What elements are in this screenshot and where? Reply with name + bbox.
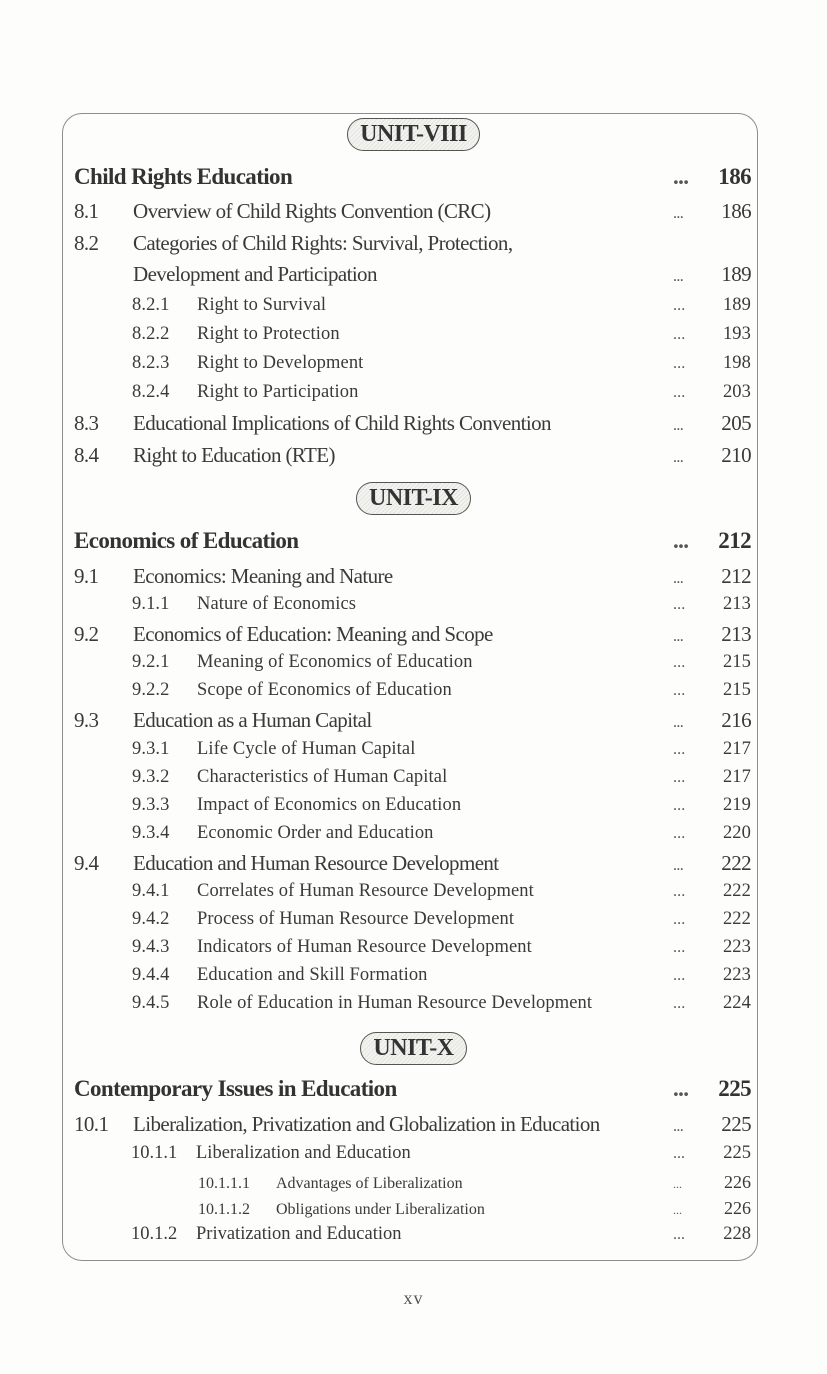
toc-entry[interactable] bbox=[74, 231, 751, 259]
toc-subentry[interactable] bbox=[74, 295, 751, 323]
leader-dots: ... bbox=[673, 1076, 689, 1101]
section-title: Overview of Child Rights Convention (CRC) bbox=[133, 199, 491, 223]
leader-dots: ... bbox=[673, 355, 686, 372]
leader-dots: ... bbox=[673, 1203, 682, 1217]
page-number: 186 bbox=[721, 199, 751, 223]
page-number: 189 bbox=[721, 262, 751, 286]
page-number: 222 bbox=[721, 851, 751, 875]
subsection-number: 8.2.2 bbox=[132, 324, 170, 344]
subsubsection-number: 10.1.1.1 bbox=[198, 1175, 250, 1192]
subsection-number: 9.4.2 bbox=[132, 909, 170, 929]
section-title: Right to Education (RTE) bbox=[133, 443, 335, 467]
toc-entry[interactable] bbox=[74, 443, 751, 471]
subsection-title: Liberalization and Education bbox=[196, 1143, 411, 1163]
toc-subentry[interactable] bbox=[74, 353, 751, 381]
section-title: Development and Participation bbox=[133, 262, 377, 286]
toc-entry-continuation[interactable] bbox=[74, 262, 751, 290]
leader-dots: ... bbox=[673, 570, 684, 587]
subsection-number: 9.3.2 bbox=[132, 767, 170, 787]
page-number: 198 bbox=[722, 353, 751, 373]
subsection-number: 9.3.4 bbox=[132, 823, 170, 843]
leader-dots: ... bbox=[673, 857, 684, 874]
leader-dots: ... bbox=[673, 995, 686, 1012]
subsection-title: Impact of Economics on Education bbox=[197, 795, 462, 815]
subsection-number: 9.3.3 bbox=[132, 795, 170, 815]
unit-badge-wrap bbox=[0, 118, 827, 151]
subsection-number: 9.2.1 bbox=[132, 652, 170, 672]
toc-entry[interactable] bbox=[74, 851, 751, 879]
toc-subentry[interactable] bbox=[74, 1143, 751, 1171]
subsection-number: 9.4.1 bbox=[132, 881, 170, 901]
page-number: 225 bbox=[721, 1112, 751, 1136]
leader-dots: ... bbox=[673, 528, 689, 553]
toc-subentry[interactable] bbox=[74, 324, 751, 352]
leader-dots: ... bbox=[673, 628, 684, 645]
subsubsection-title: Obligations under Liberalization bbox=[276, 1201, 485, 1218]
subsection-title: Life Cycle of Human Capital bbox=[197, 739, 416, 759]
page-number: 205 bbox=[721, 411, 751, 435]
toc-subsubentry[interactable] bbox=[74, 1172, 751, 1200]
subsection-number: 9.2.2 bbox=[132, 680, 170, 700]
section-number: 9.4 bbox=[74, 851, 99, 875]
leader-dots: ... bbox=[673, 1118, 684, 1135]
page-footer-number: xv bbox=[403, 1288, 424, 1308]
section-number: 9.1 bbox=[74, 564, 99, 588]
leader-dots: ... bbox=[673, 967, 686, 984]
leader-dots: ... bbox=[673, 1145, 685, 1162]
page-number: 222 bbox=[722, 881, 751, 901]
toc-subentry[interactable] bbox=[74, 652, 751, 680]
subsection-number: 8.2.4 bbox=[132, 382, 170, 402]
toc-subentry[interactable] bbox=[74, 881, 751, 909]
section-number: 8.4 bbox=[74, 443, 99, 467]
toc-subentry[interactable] bbox=[74, 767, 751, 795]
toc-entry[interactable] bbox=[74, 622, 751, 650]
leader-dots: ... bbox=[673, 1177, 682, 1191]
page-number: 220 bbox=[722, 823, 751, 843]
chapter-title: Child Rights Education bbox=[74, 164, 293, 189]
chapter-title: Economics of Education bbox=[74, 528, 299, 553]
page-number: 189 bbox=[722, 295, 751, 315]
subsubsection-number: 10.1.1.2 bbox=[198, 1201, 250, 1218]
subsection-title: Right to Protection bbox=[197, 324, 340, 344]
section-number: 8.3 bbox=[74, 411, 99, 435]
subsection-number: 8.2.3 bbox=[132, 353, 170, 373]
leader-dots: ... bbox=[673, 417, 684, 434]
section-title: Education and Human Resource Development bbox=[133, 851, 499, 875]
leader-dots: ... bbox=[673, 769, 686, 786]
subsection-title: Characteristics of Human Capital bbox=[197, 767, 448, 787]
toc-subentry[interactable] bbox=[74, 993, 751, 1021]
toc-subentry[interactable] bbox=[74, 739, 751, 767]
subsection-title: Process of Human Resource Development bbox=[197, 909, 515, 929]
leader-dots: ... bbox=[673, 326, 686, 343]
section-number: 8.1 bbox=[74, 199, 99, 223]
leader-dots: ... bbox=[673, 1226, 685, 1243]
subsection-title: Right to Development bbox=[197, 353, 364, 373]
page-number: 203 bbox=[722, 382, 751, 402]
chapter-heading[interactable] bbox=[74, 164, 751, 192]
leader-dots: ... bbox=[673, 825, 686, 842]
page-number: 224 bbox=[722, 993, 751, 1013]
subsection-title: Scope of Economics of Education bbox=[197, 680, 452, 700]
section-number: 10.1 bbox=[74, 1112, 109, 1136]
leader-dots: ... bbox=[673, 714, 684, 731]
page-number: 186 bbox=[718, 164, 751, 189]
subsection-number: 9.4.4 bbox=[132, 965, 170, 985]
toc-subsubentry[interactable] bbox=[74, 1198, 751, 1226]
leader-dots: ... bbox=[673, 654, 686, 671]
subsection-number: 10.1.2 bbox=[131, 1224, 178, 1244]
subsection-title: Economic Order and Education bbox=[197, 823, 434, 843]
leader-dots: ... bbox=[673, 384, 686, 401]
unit-badge-wrap bbox=[0, 1032, 827, 1065]
unit-badge: UNIT-IX bbox=[356, 482, 471, 515]
leader-dots: ... bbox=[673, 268, 684, 285]
page-number: 228 bbox=[723, 1224, 751, 1244]
section-title: Categories of Child Rights: Survival, Protection, bbox=[133, 231, 513, 255]
subsection-title: Education and Skill Formation bbox=[197, 965, 428, 985]
page-number: 216 bbox=[721, 708, 751, 732]
chapter-title: Contemporary Issues in Education bbox=[74, 1076, 397, 1101]
toc-subentry[interactable] bbox=[74, 909, 751, 937]
toc-subentry[interactable] bbox=[74, 1224, 751, 1252]
section-title: Educational Implications of Child Rights Convention bbox=[133, 411, 551, 435]
subsubsection-title: Advantages of Liberalization bbox=[276, 1175, 463, 1192]
page-number: 219 bbox=[722, 795, 751, 815]
subsection-number: 9.4.3 bbox=[132, 937, 170, 957]
page-number: 223 bbox=[722, 937, 751, 957]
page-number: 210 bbox=[721, 443, 751, 467]
leader-dots: ... bbox=[673, 682, 686, 699]
leader-dots: ... bbox=[673, 205, 684, 222]
page-number: 193 bbox=[722, 324, 751, 344]
page-number: 217 bbox=[722, 739, 751, 759]
subsection-number: 9.4.5 bbox=[132, 993, 170, 1013]
toc-subentry[interactable] bbox=[74, 823, 751, 851]
page-number: 225 bbox=[718, 1076, 751, 1101]
leader-dots: ... bbox=[673, 797, 686, 814]
chapter-heading[interactable] bbox=[74, 1076, 751, 1104]
leader-dots: ... bbox=[673, 883, 686, 900]
toc-subentry[interactable] bbox=[74, 382, 751, 410]
toc-subentry[interactable] bbox=[74, 937, 751, 965]
subsection-number: 9.1.1 bbox=[132, 594, 170, 614]
subsection-number: 8.2.1 bbox=[132, 295, 170, 315]
leader-dots: ... bbox=[673, 911, 686, 928]
toc-entry[interactable] bbox=[74, 199, 751, 227]
page-number: 215 bbox=[722, 652, 751, 672]
subsection-title: Nature of Economics bbox=[197, 594, 357, 614]
page-number: 213 bbox=[721, 622, 751, 646]
section-title: Economics: Meaning and Nature bbox=[133, 564, 393, 588]
subsection-title: Right to Survival bbox=[197, 295, 327, 315]
page-number: 223 bbox=[722, 965, 751, 985]
section-title: Liberalization, Privatization and Globalization in Education bbox=[133, 1112, 600, 1136]
subsection-title: Role of Education in Human Resource Development bbox=[197, 993, 593, 1013]
unit-badge-wrap bbox=[0, 482, 827, 515]
leader-dots: ... bbox=[673, 449, 684, 466]
toc-entry[interactable] bbox=[74, 564, 751, 592]
toc-entry[interactable] bbox=[74, 708, 751, 736]
page-number: 217 bbox=[722, 767, 751, 787]
subsection-title: Meaning of Economics of Education bbox=[197, 652, 473, 672]
chapter-heading[interactable] bbox=[74, 528, 751, 556]
toc-subentry[interactable] bbox=[74, 965, 751, 993]
page-number: 225 bbox=[723, 1143, 751, 1163]
subsection-title: Right to Participation bbox=[197, 382, 359, 402]
section-title: Economics of Education: Meaning and Scope bbox=[133, 622, 493, 646]
section-number: 9.2 bbox=[74, 622, 99, 646]
leader-dots: ... bbox=[673, 164, 689, 189]
section-number: 9.3 bbox=[74, 708, 99, 732]
toc-subentry[interactable] bbox=[74, 594, 751, 622]
leader-dots: ... bbox=[673, 741, 686, 758]
leader-dots: ... bbox=[673, 297, 686, 314]
subsection-number: 9.3.1 bbox=[132, 739, 170, 759]
page-number: 212 bbox=[718, 528, 751, 553]
subsection-title: Correlates of Human Resource Development bbox=[197, 881, 534, 901]
subsection-title: Indicators of Human Resource Development bbox=[197, 937, 532, 957]
toc-subentry[interactable] bbox=[74, 795, 751, 823]
unit-badge: UNIT-X bbox=[360, 1032, 466, 1065]
section-title: Education as a Human Capital bbox=[133, 708, 372, 732]
page-number: 222 bbox=[722, 909, 751, 929]
toc-entry[interactable] bbox=[74, 1112, 751, 1140]
toc-entry[interactable] bbox=[74, 411, 751, 439]
page-number: 215 bbox=[722, 680, 751, 700]
leader-dots: ... bbox=[673, 596, 686, 613]
subsection-number: 10.1.1 bbox=[131, 1143, 178, 1163]
subsection-title: Privatization and Education bbox=[196, 1224, 402, 1244]
unit-badge: UNIT-VIII bbox=[347, 118, 480, 151]
page-number: 212 bbox=[721, 564, 751, 588]
page-number: 226 bbox=[724, 1198, 751, 1218]
page-number: 213 bbox=[722, 594, 751, 614]
leader-dots: ... bbox=[673, 939, 686, 956]
section-number: 8.2 bbox=[74, 231, 99, 255]
page-number: 226 bbox=[724, 1172, 751, 1192]
toc-subentry[interactable] bbox=[74, 680, 751, 708]
